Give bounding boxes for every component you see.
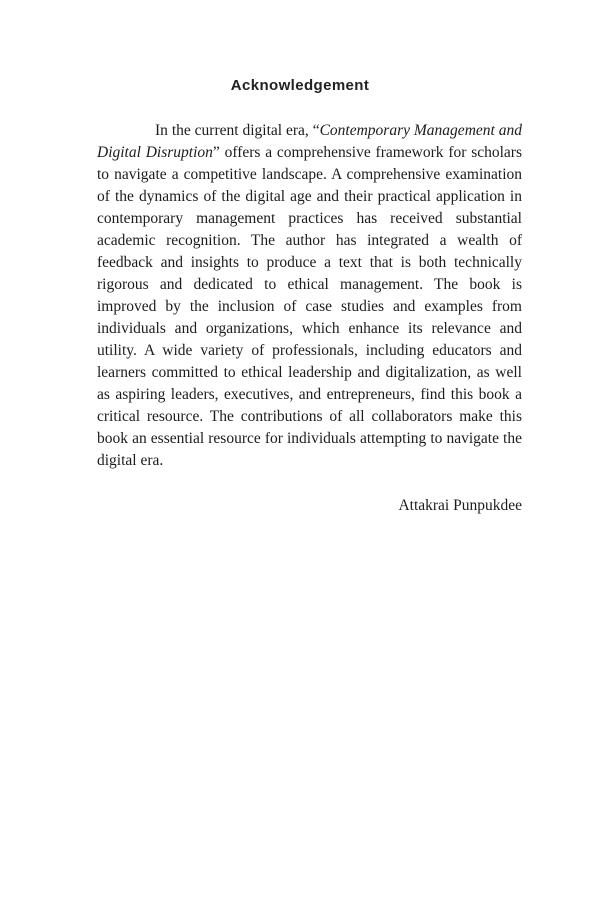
paragraph-text: ” offers a comprehensive framework for scholars to navigate a competitive landscape. A comprehensive examination of the dynamics of the digital age and their practical application in contemporary management practices has received substantial academic recognition. The author has integrated a wealth of feedback and insights to produce a text that is both technically rigorous and dedicated to ethical management. The book is improved by the inclusion of case studies and examples from individuals and organizations, which enhance its relevance and utility. A wide variety of professionals, including educators and learners committed to ethical leadership and digitalization, as well as aspiring leaders, executives, and entrepreneurs, find this book a critical resource. The contributions of all collaborators make this book an essential resource for individuals attempting to navigate the digital era. bbox=[97, 144, 522, 469]
book-title-italic: Contemporary Management and Digital Disruption bbox=[97, 122, 522, 161]
paragraph-text: In the current digital era, “ bbox=[155, 122, 320, 139]
author-signature: Attakrai Punpukdee bbox=[398, 497, 522, 514]
acknowledgement-paragraph bbox=[97, 120, 522, 472]
page-title: Acknowledgement bbox=[230, 77, 370, 94]
